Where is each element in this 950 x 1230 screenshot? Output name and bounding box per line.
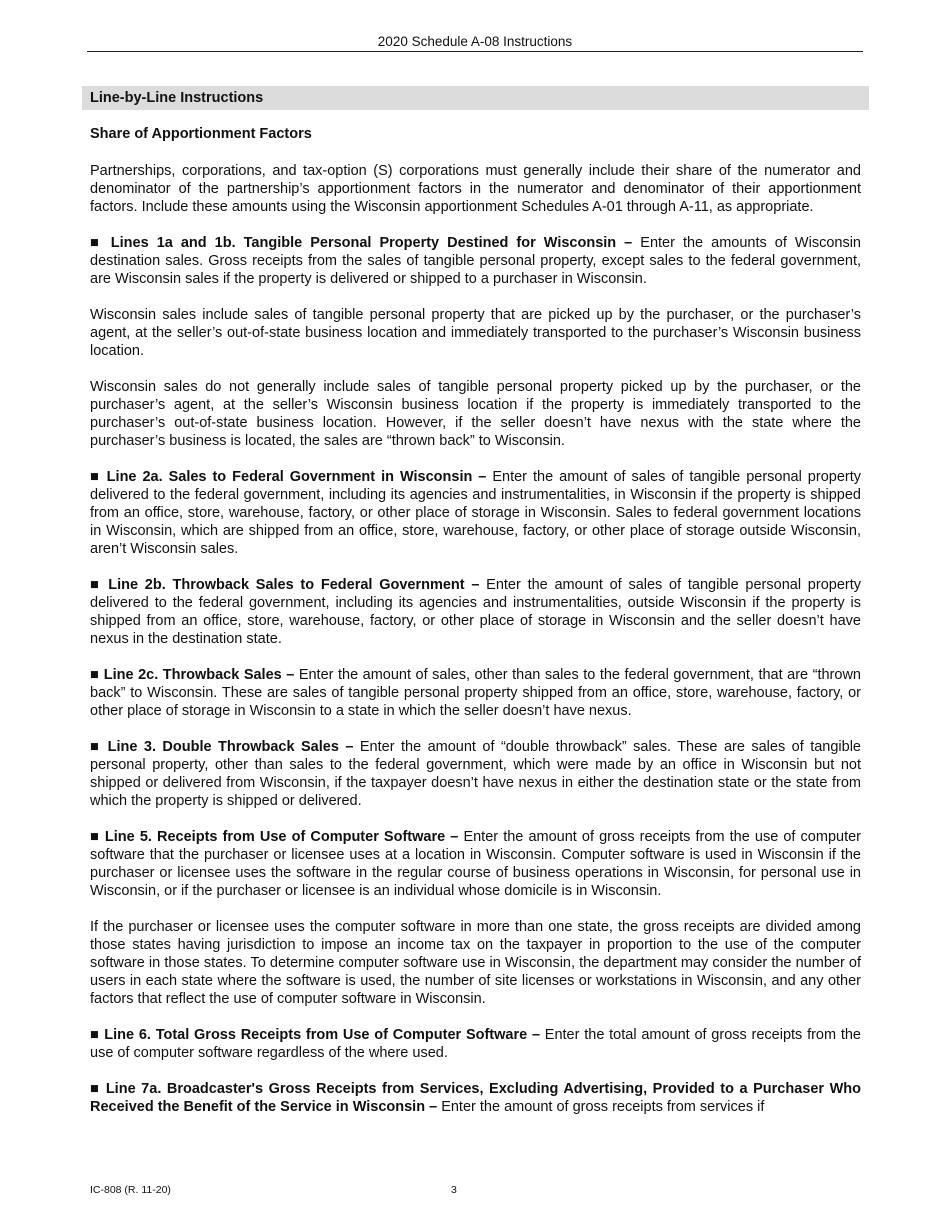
paragraph-text: Enter the total amount of gross receipts from the use of computer software regardless of the where used. bbox=[90, 1027, 861, 1061]
paragraph-text: Wisconsin sales include sales of tangible personal property that are picked up by the purchaser, or the purchaser’s agent, at the seller’s out-of-state business location and immediately transported to the purchaser’s Wisconsin business location. bbox=[90, 307, 861, 359]
paragraph-lead: ■ Line 2a. Sales to Federal Government in Wisconsin – bbox=[90, 469, 487, 485]
page-header bbox=[87, 33, 863, 52]
paragraph bbox=[90, 1026, 861, 1062]
paragraph-lead: ■ Lines 1a and 1b. Tangible Personal Property Destined for Wisconsin – bbox=[90, 235, 633, 251]
paragraph-lead: ■ Line 6. Total Gross Receipts from Use of Computer Software – bbox=[90, 1027, 541, 1043]
paragraph-text: If the purchaser or licensee uses the computer software in more than one state, the gross receipts are divided among those states having jurisdiction to impose an income tax on the taxpayer in proportion to the use of the computer software in those states. To determine computer software use in Wisconsin, the department may consider the number of users in each state where the software is used, the number of site licenses or workstations in Wisconsin, and any other factors that reflect the use of computer software in Wisconsin. bbox=[90, 919, 861, 1007]
paragraph-text: Enter the amount of gross receipts from services if bbox=[437, 1099, 765, 1115]
paragraph bbox=[90, 666, 861, 720]
document-body bbox=[90, 125, 861, 1134]
paragraph bbox=[90, 378, 861, 450]
paragraph bbox=[90, 306, 861, 360]
paragraph-text: Enter the amount of sales of tangible personal property delivered to the federal government, including its agencies and instrumentalities, outside Wisconsin if the property is shipped from an office, store, warehouse, factory, or other place of storage in Wisconsin and the seller doesn’t have nexus in the destination state. bbox=[90, 577, 861, 647]
paragraph-text: Wisconsin sales do not generally include sales of tangible personal property picked up by the purchaser, or the purchaser’s agent, at the seller’s Wisconsin business location if the property is immediately transported to the purchaser’s out-of-state business location. However, if the seller doesn’t have nexus with the state where the purchaser’s business is located, the sales are “thrown back” to Wisconsin. bbox=[90, 379, 861, 449]
section-heading: Line-by-Line Instructions bbox=[90, 90, 264, 106]
paragraph-text: Enter the amount of “double throwback” sales. These are sales of tangible personal property, other than sales to the federal government, which were made by an office in Wisconsin but not shipped or delivered from Wisconsin, if the taxpayer doesn’t have nexus in either the destination state or the state from which the property is shipped or delivered. bbox=[90, 739, 861, 809]
paragraph-text: Partnerships, corporations, and tax-option (S) corporations must generally include their share of the numerator and denominator of the partnership’s apportionment factors in the numerator and denominator of their apportionment factors. Include these amounts using the Wisconsin apportionment Schedules A-01 through A-11, as appropriate. bbox=[90, 163, 861, 215]
paragraph bbox=[90, 468, 861, 558]
paragraph-text: Enter the amounts of Wisconsin destination sales. Gross receipts from the sales of tangible personal property, except sales to the federal government, are Wisconsin sales if the property is delivered or shipped to a purchaser in Wisconsin. bbox=[90, 235, 861, 287]
paragraph-text: Enter the amount of gross receipts from the use of computer software that the purchaser or licensee uses at a location in Wisconsin. Computer software is used in Wisconsin if the purchaser or licensee uses the software in the regular course of business operations in Wisconsin, for personal use in Wisconsin, or if the purchaser or licensee is an individual whose domicile is in Wisconsin. bbox=[90, 829, 861, 899]
paragraph bbox=[90, 1080, 861, 1116]
paragraph-lead: ■ Line 5. Receipts from Use of Computer Software – bbox=[90, 829, 459, 845]
paragraph-lead: ■ Line 7a. Broadcaster's Gross Receipts from Services, Excluding Advertising, Provided to a Purchaser Who Received the Benefit of the Service in Wisconsin – bbox=[90, 1081, 861, 1115]
paragraph bbox=[90, 576, 861, 648]
paragraph bbox=[90, 738, 861, 810]
paragraph-lead: ■ Line 3. Double Throwback Sales – bbox=[90, 739, 354, 755]
paragraph-text: Enter the amount of sales, other than sales to the federal government, that are “thrown back” to Wisconsin. These are sales of tangible personal property shipped from an office, store, warehouse, factory, or other place of storage in Wisconsin to a state in which the seller doesn’t have nexus. bbox=[90, 667, 861, 719]
paragraph bbox=[90, 234, 861, 288]
paragraph-lead: ■ Line 2c. Throwback Sales – bbox=[90, 667, 295, 683]
footer-page-number: 3 bbox=[451, 1184, 457, 1196]
subheading: Share of Apportionment Factors bbox=[90, 126, 312, 142]
paragraph bbox=[90, 918, 861, 1008]
page-header-title: 2020 Schedule A-08 Instructions bbox=[377, 34, 573, 49]
paragraph-text: Enter the amount of sales of tangible personal property delivered to the federal government, including its agencies and instrumentalities, in Wisconsin if the property is shipped from an office, store, warehouse, factory, or other place of storage in Wisconsin. Sales to federal government locations in Wisconsin, which are shipped from an office, store, warehouse, factory, or other place of storage outside Wisconsin, aren’t Wisconsin sales. bbox=[90, 469, 862, 557]
section-heading-bar bbox=[82, 86, 869, 110]
footer-form-id: IC-808 (R. 11-20) bbox=[90, 1184, 171, 1196]
paragraph bbox=[90, 162, 861, 216]
paragraph-lead: ■ Line 2b. Throwback Sales to Federal Government – bbox=[90, 577, 480, 593]
paragraph bbox=[90, 828, 861, 900]
